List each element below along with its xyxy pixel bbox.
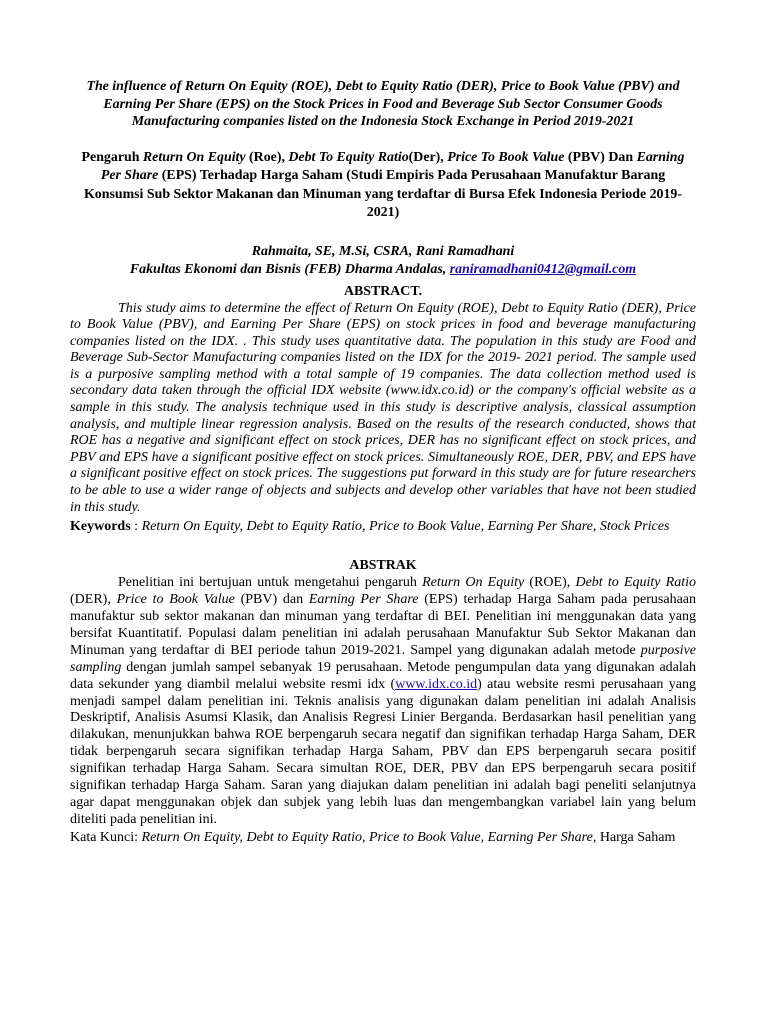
affiliation: Fakultas Ekonomi dan Bisnis (FEB) Dharma Andalas, raniramadhani0412@gmail.com [129,261,637,277]
title-indonesian: Pengaruh Return On Equity (Roe), Debt To Equity Ratio(Der), Price To Book Value (PBV) Dan Earning Per Share (EPS) Terhadap Harga Saham (Studi Empiris Pada Perusahaan Manufaktur Barang Konsumsi Sub Sektor Makanan dan Minuman yang terdaftar di Bursa Efek Indonesia Periode 2019-2021) [81,149,685,220]
abstract-english-body: This study aims to determine the effect of Return On Equity (ROE), Debt to Equity Ratio (DER), Price to Book Value (PBV), and Earning Per Share (EPS) on stock prices in food and beverage manufacturing companies listed on the IDX. . This study uses quantitative data. The population in this study are Food and Beverage Sub-Sector Manufacturing companies listed on the IDX for the 2019- 2021 period. The sample used is a purposive sampling method with a total sample of 19 companies. The data collection method used is secondary data taken through the official IDX website (www.idx.co.id) or the company's official website as a sample in this study. The analysis technique used in this study is descriptive analysis, classical assumption analysis, and multiple linear regression analysis. Based on the results of the research conducted, shows that ROE has a negative and significant effect on stock prices, DER has no significant effect on stock prices, and PBV and EPS have a significant positive effect on stock prices. Simultaneously ROE, DER, PBV, and EPS have a significant positive effect on stock prices. The suggestions put forward in this study are for future researchers to be able to use a wider range of objects and subjects and develop other variables that have not been studied in this study. [70,300,696,515]
abstract-heading: ABSTRACT. [343,283,423,299]
abstrak-heading: ABSTRAK [349,558,417,574]
keywords-english: Keywords : Return On Equity, Debt to Equity Ratio, Price to Book Value, Earning Per Share, Stock Prices [70,519,670,535]
author-email-link[interactable]: raniramadhani0412@gmail.com [449,261,637,277]
title-english: The influence of Return On Equity (ROE), Debt to Equity Ratio (DER), Price to Book Value (PBV) and Earning Per Share (EPS) on the Stock Prices in Food and Beverage Sub Sector Consumer Goods Manufacturing companies listed on the Indonesia Stock Exchange in Period 2019-2021 [86,79,680,129]
authors: Rahmaita, SE, M.Si, CSRA, Rani Ramadhani [251,243,515,259]
idx-website-link[interactable]: www.idx.co.id [395,676,478,692]
keywords-indonesian: Kata Kunci: Return On Equity, Debt to Equity Ratio, Price to Book Value, Earning Per Share, Harga Saham [70,829,676,845]
abstract-indonesian-body: Penelitian ini bertujuan untuk mengetahui pengaruh Return On Equity (ROE), Debt to Equity Ratio (DER), Price to Book Value (PBV) dan Earning Per Share (EPS) terhadap Harga Saham pada perusahaan manufaktur sub sektor makanan dan minuman yang terdaftar di BEI. Penelitian ini menggunakan data yang bersifat Kuantitatif. Populasi dalam penelitian ini adalah perusahaan Manufaktur Sub Sektor Makanan dan Minuman yang terdaftar di BEI periode tahun 2019-2021. Sampel yang digunakan adalah metode purposive sampling dengan jumlah sampel sebanyak 19 perusahaan. Metode pengumpulan data yang digunakan adalah data sekunder yang diambil melalui website resmi idx (www.idx.co.id) atau website resmi perusahaan yang menjadi sampel dalam penelitian ini. Teknis analisis yang digunakan dalam penelitian ini adalah Analisis Deskriptif, Analisis Asumsi Klasik, dan Analisis Regresi Linier Berganda. Berdasarkan hasil penelitian yang dilakukan, menunjukkan bahwa ROE berpengaruh secara negatif dan signifikan terhadap Harga Saham, DER tidak berpengaruh secara signifikan terhadap Harga Saham, PBV dan EPS berpengaruh secara positif signifikan terhadap Harga Saham. Secara simultan ROE, DER, PBV dan EPS berpengaruh secara positif signifikan terhadap Harga Saham. Saran yang diajukan dalam penelitian ini adalah bagi peneliti selanjutnya agar dapat menggunakan objek dan subjek yang lebih luas dan mengembangkan variabel lain yang belum diteliti pada penelitian ini. [70,575,697,827]
